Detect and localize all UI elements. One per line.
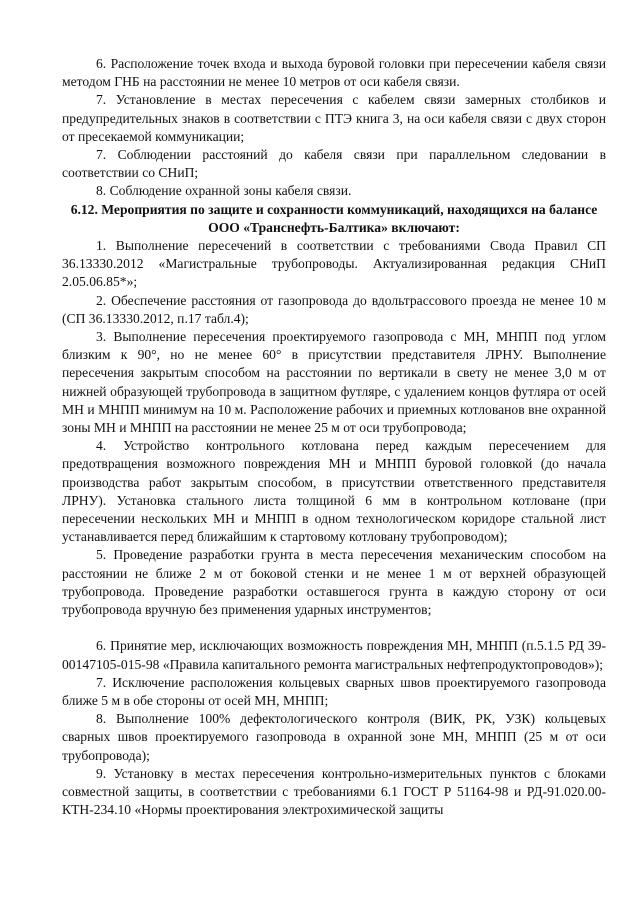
paragraph-measure-4: 4. Устройство контрольного котлована перед каждым пересечением для предотвращения возможного повреждения МН и МНПП буровой головкой (до начала производства работ закрытым способом, в присутствии ответственного представителя ЛРНУ). Установка стального листа толщиной 6 мм в контрольном котловане (при пересечении нескольких МН и МНПП в одном технологическом коридоре стальной лист устанавливается перед ближайшим к стартовому котловану трубопроводом); <box>62 438 606 545</box>
paragraph-measure-2: 2. Обеспечение расстояния от газопровода до вдольтрассового проезда не менее 10 м (СП 36.13330.2012, п.17 табл.4); <box>62 292 606 326</box>
paragraph-item-6: 6. Расположение точек входа и выхода буровой головки при пересечении кабеля связи методом ГНБ на расстоянии не менее 10 метров от оси кабеля связи. <box>62 56 606 90</box>
paragraph-measure-3: 3. Выполнение пересечения проектируемого газопровода с МН, МНПП под углом близким к 90°, но не менее 60° в присутствии представителя ЛРНУ. Выполнение пересечения закрытым способом на расстоянии по вертикали в свету не менее 3,0 м от нижней образующей трубопровода в защитном футляре, с удалением концов футляра от осей МН и МНПП минимум на 10 м. Расположение рабочих и приемных котлованов вне охранной зоны МН и МНПП на расстоянии не менее 25 м от оси трубопровода; <box>62 329 606 436</box>
paragraph-item-7-distances: 7. Соблюдении расстояний до кабеля связи при параллельном следовании в соответствии со СНиП; <box>62 147 606 181</box>
paragraph-measure-8: 8. Выполнение 100% дефектологического контроля (ВИК, РК, УЗК) кольцевых сварных швов проектируемого газопровода в охранной зоне МН, МНПП (25 м от оси трубопровода); <box>62 711 606 763</box>
paragraph-gap <box>62 619 606 637</box>
section-heading: 6.12. Мероприятия по защите и сохранности коммуникаций, находящихся на балансе ООО «Транснефть-Балтика» включают: <box>70 201 598 235</box>
paragraph-item-8: 8. Соблюдение охранной зоны кабеля связи. <box>96 183 352 199</box>
paragraph-measure-9: 9. Установку в местах пересечения контрольно-измерительных пунктов с блоками совместной защиты, в соответствии с требованиями 6.1 ГОСТ Р 51164-98 и РД-91.020.00-КТН-234.10 «Нормы проектирования электрохимической защиты <box>62 765 606 818</box>
paragraph-measure-7: 7. Исключение расположения кольцевых сварных швов проектируемого газопровода ближе 5 м в обе стороны от осей МН, МНПП; <box>62 674 606 708</box>
paragraph-measure-1: 1. Выполнение пересечений в соответствии с требованиями Свода Правил СП 36.13330.2012 «Магистральные трубопроводы. Актуализированная редакция СНиП 2.05.06.85*»; <box>62 238 606 290</box>
document-page <box>62 55 606 819</box>
paragraph-item-7-markers: 7. Установление в местах пересечения с кабелем связи замерных столбиков и предупредительных знаков в соответствии с ПТЭ книга 3, на оси кабеля связи с двух сторон от пресекаемой коммуникации; <box>62 92 606 144</box>
paragraph-measure-5: 5. Проведение разработки грунта в места пересечения механическим способом на расстоянии не ближе 2 м от боковой стенки и не менее 1 м от верхней образующей трубопровода. Проведение разработки оставшегося грунта в каждую сторону от оси трубопровода вручную без применения ударных инструментов; <box>62 547 606 618</box>
paragraph-measure-6: 6. Принятие мер, исключающих возможность повреждения МН, МНПП (п.5.1.5 РД 39-00147105-015-98 «Правила капитального ремонта магистральных нефтепродуктопроводов»); <box>62 638 606 672</box>
